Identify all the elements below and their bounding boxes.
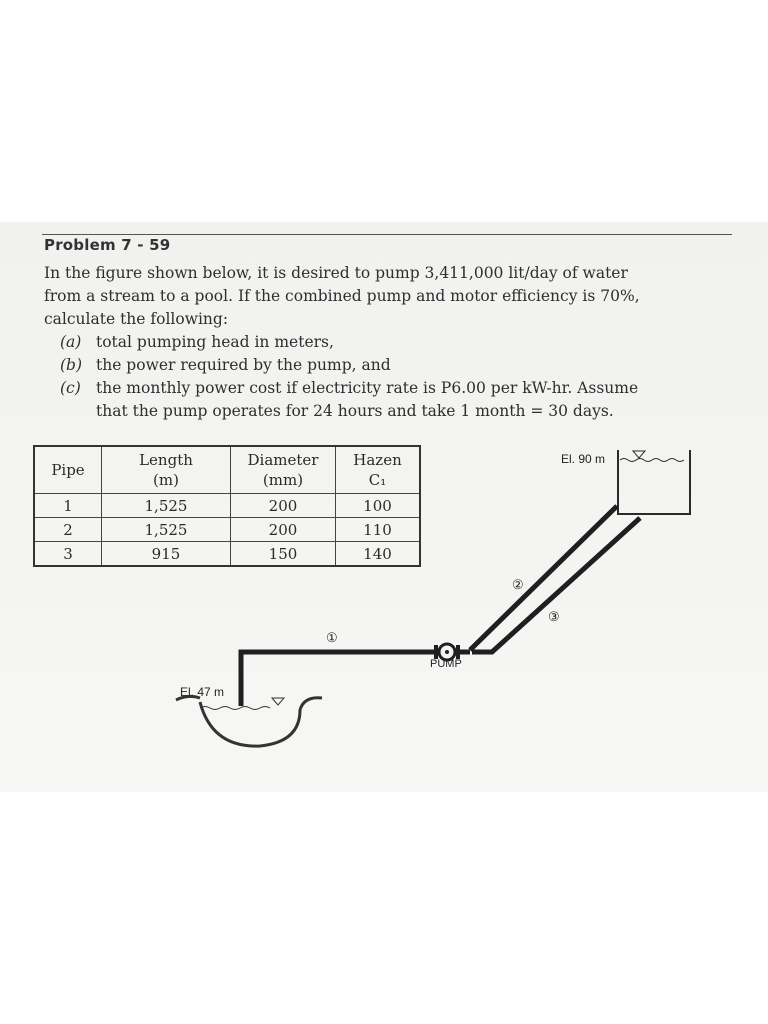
question-text-continued: that the pump operates for 24 hours and take 1 month = 30 days. — [96, 402, 614, 420]
water-level-icon — [633, 451, 645, 458]
cell-diameter: 200 — [231, 494, 336, 518]
statement-line: calculate the following: — [44, 310, 229, 328]
question-text: the power required by the pump, and — [96, 356, 391, 374]
lower-elevation-label: El. 47 m — [180, 685, 225, 699]
cell-hazen: 140 — [336, 542, 421, 567]
question-text: the monthly power cost if electricity rate is P6.00 per kW-hr. Assume — [96, 379, 639, 397]
cell-pipe: 1 — [34, 494, 102, 518]
cell-hazen: 100 — [336, 494, 421, 518]
pipe-3 — [472, 518, 640, 652]
header-length: Length (m) — [102, 446, 231, 494]
pipe-1-marker: ① — [326, 630, 338, 645]
header-diameter: Diameter (mm) — [231, 446, 336, 494]
statement-line: In the figure shown below, it is desired to pump 3,411,000 lit/day of water — [44, 264, 628, 282]
header-pipe: Pipe — [34, 446, 102, 494]
question-label: (c) — [60, 379, 81, 397]
problem-title: Problem 7 - 59 — [44, 236, 171, 254]
cell-length: 915 — [102, 542, 231, 567]
lower-stream — [176, 696, 322, 746]
statement-line: from a stream to a pool. If the combined pump and motor efficiency is 70%, — [44, 287, 640, 305]
pipe-1 — [241, 652, 434, 706]
cell-length: 1,525 — [102, 518, 231, 542]
cell-pipe: 2 — [34, 518, 102, 542]
cell-diameter: 200 — [231, 518, 336, 542]
water-level-icon — [272, 698, 284, 705]
cell-pipe: 3 — [34, 542, 102, 567]
header-hazen: Hazen C₁ — [336, 446, 421, 494]
upper-reservoir — [618, 450, 690, 514]
cell-diameter: 150 — [231, 542, 336, 567]
pipe-3-marker: ③ — [548, 609, 560, 624]
cell-length: 1,525 — [102, 494, 231, 518]
question-label: (a) — [60, 333, 82, 351]
upper-elevation-label: El. 90 m — [561, 452, 606, 466]
pipe-2-marker: ② — [512, 577, 524, 592]
pump-label: PUMP — [430, 658, 462, 670]
question-label: (b) — [60, 356, 83, 374]
cell-hazen: 110 — [336, 518, 421, 542]
pipe-2 — [470, 506, 617, 650]
question-text: total pumping head in meters, — [96, 333, 334, 351]
